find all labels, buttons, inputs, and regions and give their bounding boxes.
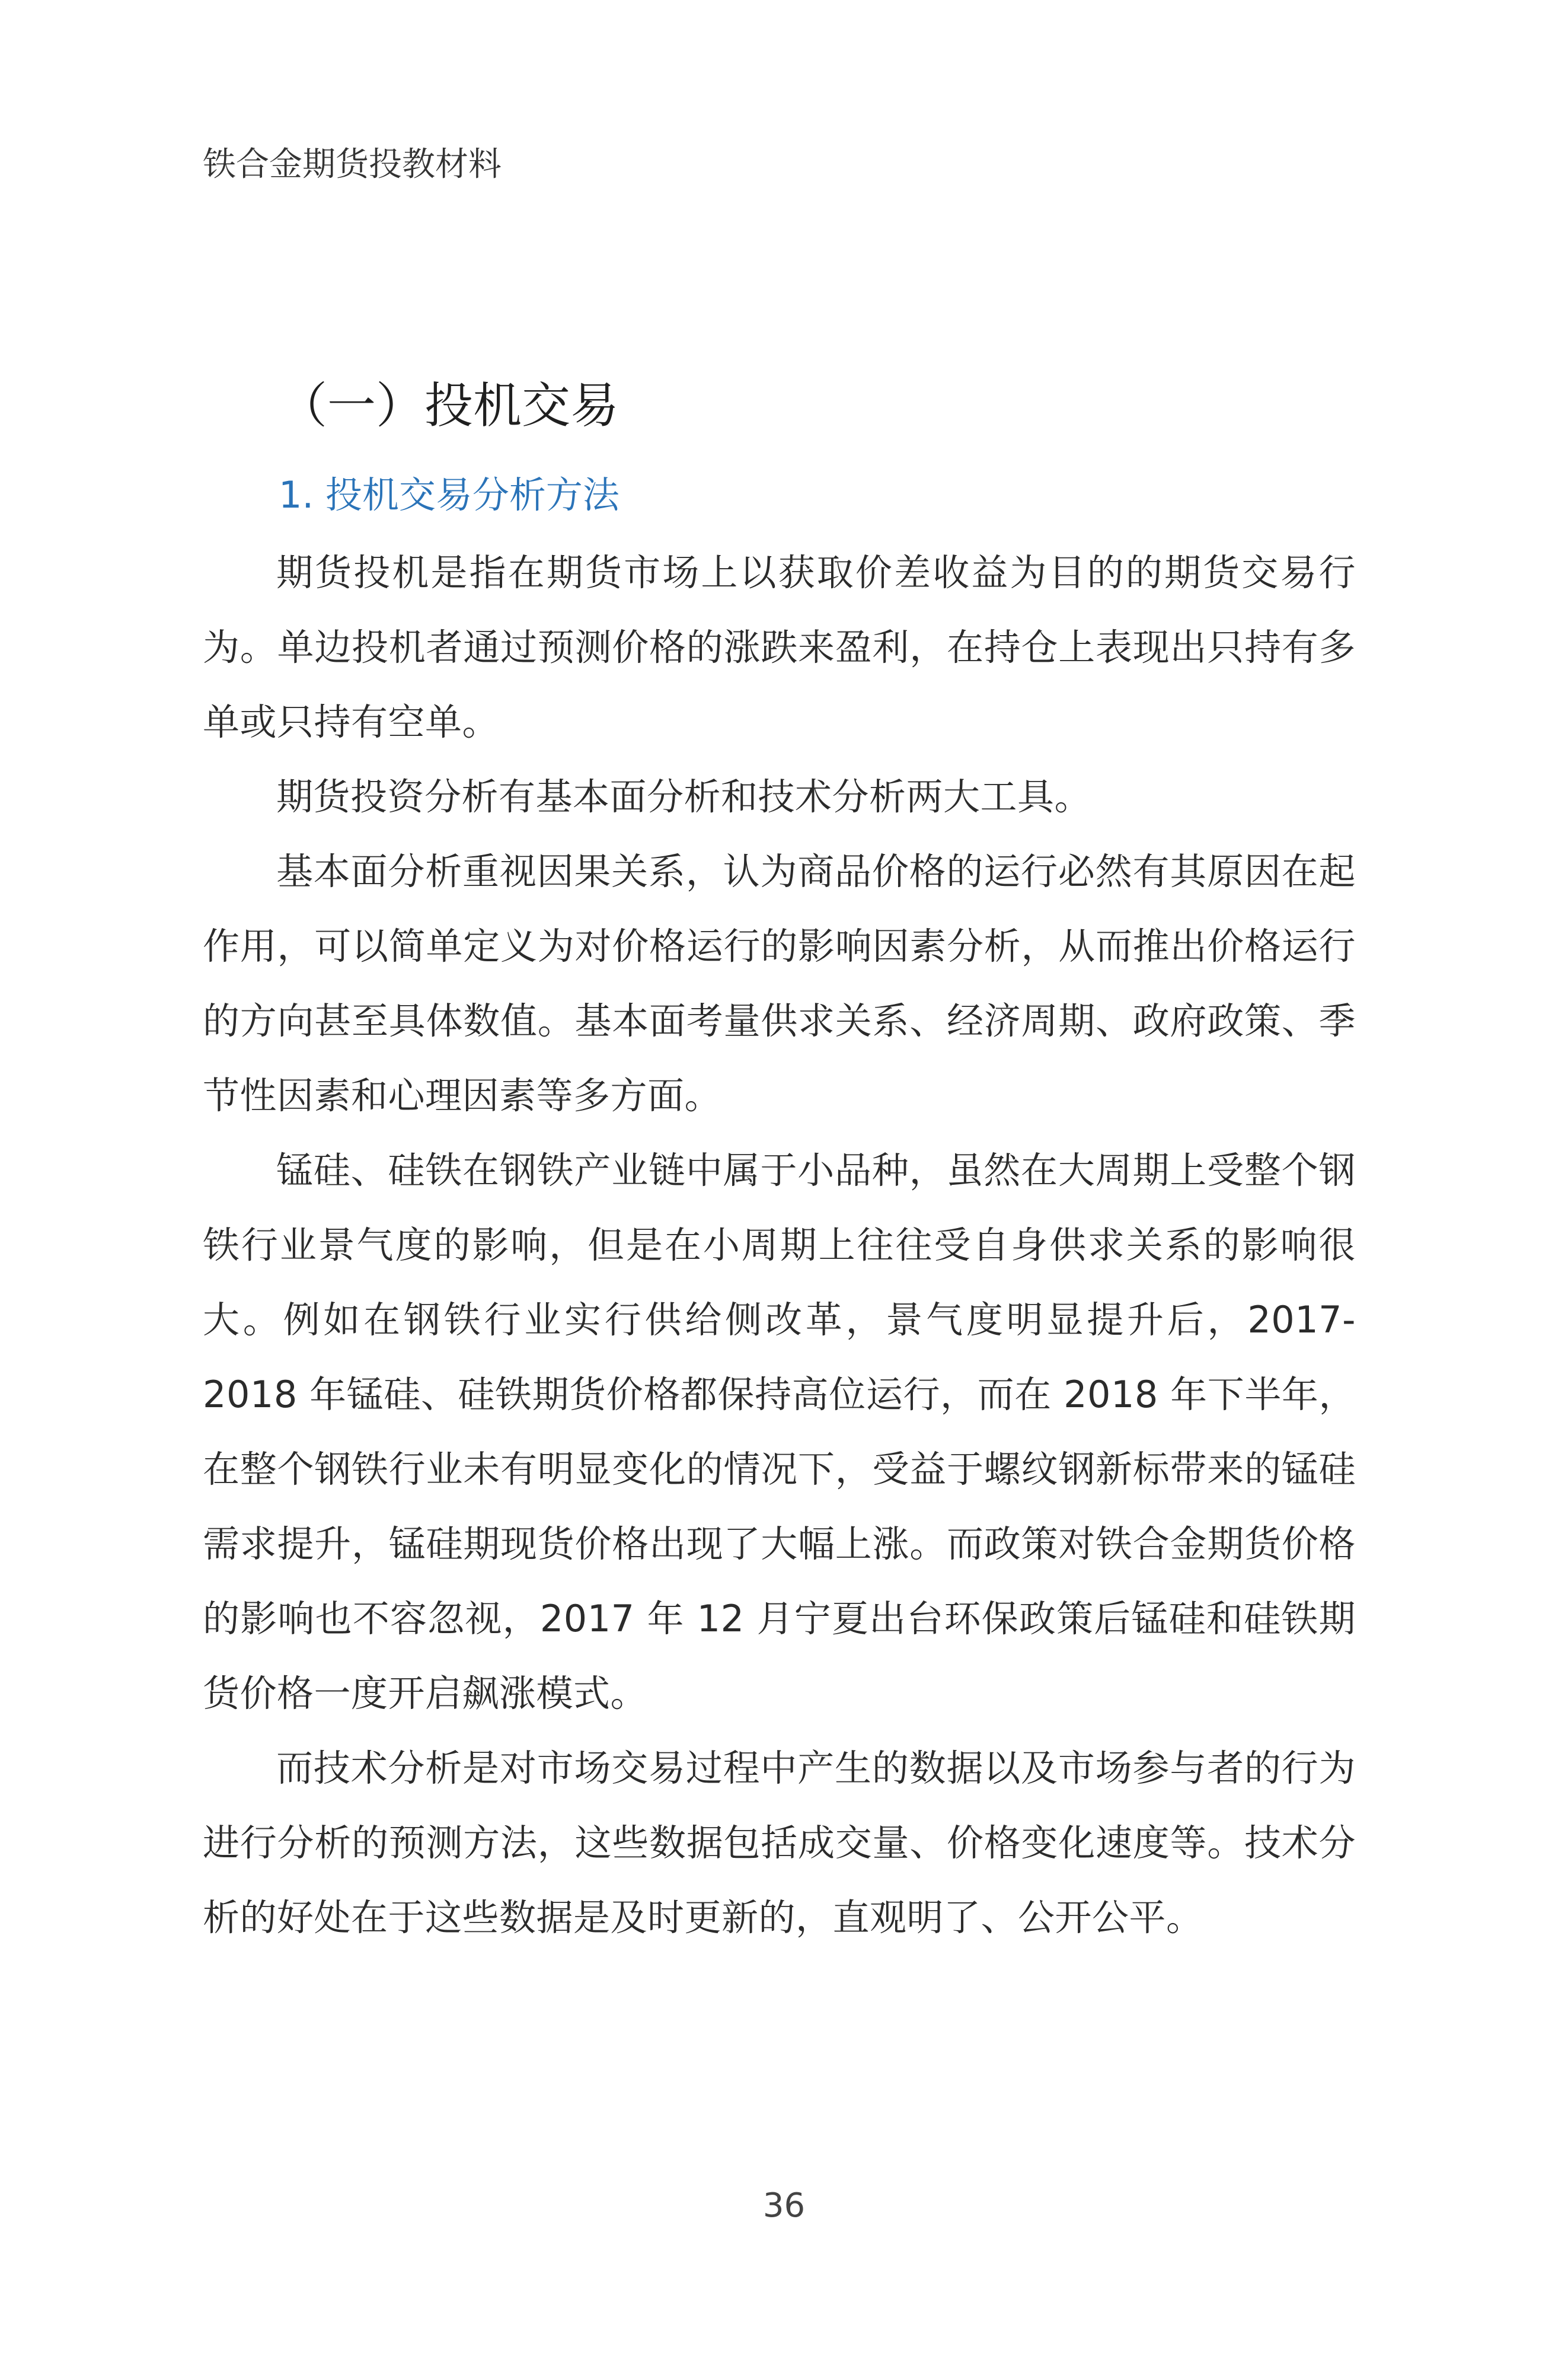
page-number: 36	[762, 2186, 806, 2225]
running-header: 铁合金期货投教材料	[203, 145, 502, 184]
subsection-title: 1. 投机交易分析方法	[279, 473, 619, 516]
paragraph-fundamental-analysis: 基本面分析重视因果关系，认为商品价格的运行必然有其原因在起作用，可以简单定义为对价格运行的影响因素分析，从而推出价格运行的方向甚至具体数值。基本面考量供求关系、经济周期、政府政策、季节性因素和心理因素等多方面。	[203, 850, 1356, 1117]
body-text	[203, 535, 1356, 1955]
section-title: （一）投机交易	[279, 378, 619, 434]
paragraph-ferroalloy-example: 锰硅、硅铁在钢铁产业链中属于小品种，虽然在大周期上受整个钢铁行业景气度的影响，但是在小周期上往往受自身供求关系的影响很大。例如在钢铁行业实行供给侧改革，景气度明显提升后，2017-2018 年锰硅、硅铁期货价格都保持高位运行，而在 2018 年下半年，在整个钢铁行业未有明显变化的情况下，受益于螺纹钢新标带来的锰硅需求提升，锰硅期现货价格出现了大幅上涨。而政策对铁合金期货价格的影响也不容忽视，2017 年 12 月宁夏出台环保政策后锰硅和硅铁期货价格一度开启飙涨模式。	[203, 1149, 1356, 1715]
paragraph-speculation-definition: 期货投机是指在期货市场上以获取价差收益为目的的期货交易行为。单边投机者通过预测价格的涨跌来盈利，在持仓上表现出只持有多单或只持有空单。	[203, 551, 1356, 744]
paragraph-analysis-tools: 期货投资分析有基本面分析和技术分析两大工具。	[276, 775, 1092, 818]
paragraph-technical-analysis: 而技术分析是对市场交易过程中产生的数据以及市场参与者的行为进行分析的预测方法，这些数据包括成交量、价格变化速度等。技术分析的好处在于这些数据是及时更新的，直观明了、公开公平。	[203, 1746, 1356, 1939]
